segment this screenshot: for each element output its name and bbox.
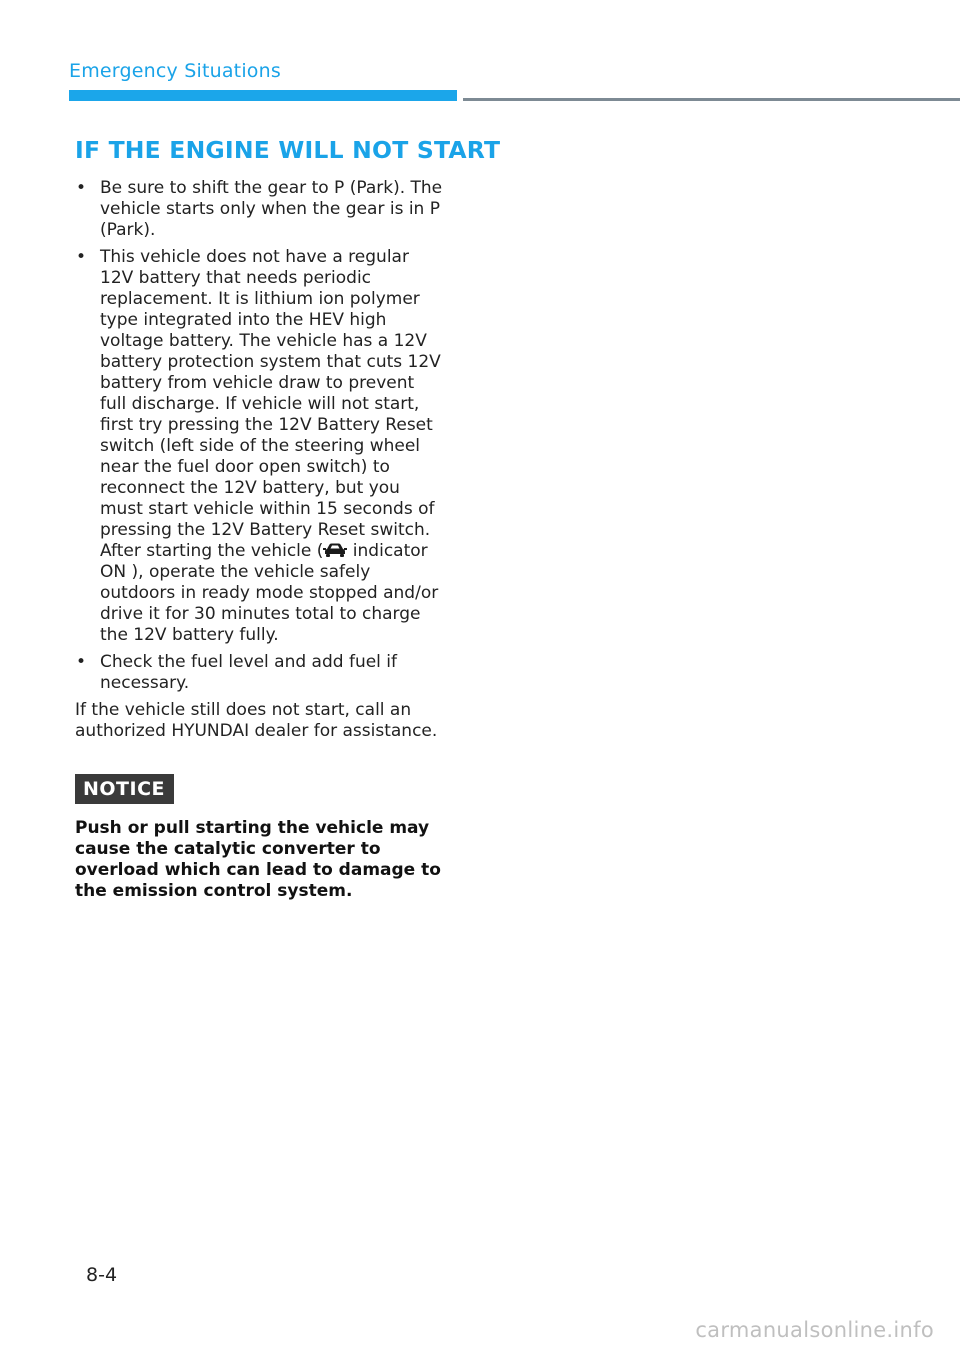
list-item [75, 247, 445, 646]
instruction-list [75, 178, 445, 694]
ready-vehicle-icon [323, 542, 347, 558]
list-item [75, 652, 445, 694]
list-item-text-cont: indicator ON ), operate the vehicle safely outdoors in ready mode stopped and/or drive it for 30 minutes total to charge the 12V battery fully. [100, 541, 439, 645]
page-heading: IF THE ENGINE WILL NOT START [75, 136, 501, 164]
notice-badge: NOTICE [75, 774, 174, 804]
bullet-icon: • [76, 178, 87, 198]
page-number: 8-4 [86, 1264, 118, 1286]
header-rule-accent [69, 90, 457, 101]
bullet-icon: • [76, 652, 87, 672]
main-content [75, 136, 501, 902]
notice-text: Push or pull starting the vehicle may cause the catalytic converter to overload which can lead to damage to the emission control system. [75, 818, 441, 901]
list-item-text: Be sure to shift the gear to P (Park). The vehicle starts only when the gear is in P (Park). [100, 178, 443, 240]
list-item-text: Check the fuel level and add fuel if necessary. [100, 652, 398, 693]
header-rule [463, 98, 960, 101]
watermark: carmanualsonline.info [695, 1318, 934, 1342]
list-item-text: This vehicle does not have a regular 12V battery that needs periodic replacement. It is lithium ion polymer type integrated into the HEV high voltage battery. The vehicle has a 12V battery protection system that cuts 12V battery from vehicle draw to prevent full discharge. If vehicle will not start, first try pressing the 12V Battery Reset switch (left side of the steering wheel near the fuel door open switch) to reconnect the 12V battery, but you must start vehicle within 15 seconds of pressing the 12V Battery Reset switch. After starting the vehicle ( [100, 247, 441, 561]
bullet-icon: • [76, 247, 87, 267]
closing-paragraph: If the vehicle still does not start, call an authorized HYUNDAI dealer for assistance. [75, 700, 438, 741]
section-title: Emergency Situations [69, 60, 281, 82]
list-item [75, 178, 445, 241]
